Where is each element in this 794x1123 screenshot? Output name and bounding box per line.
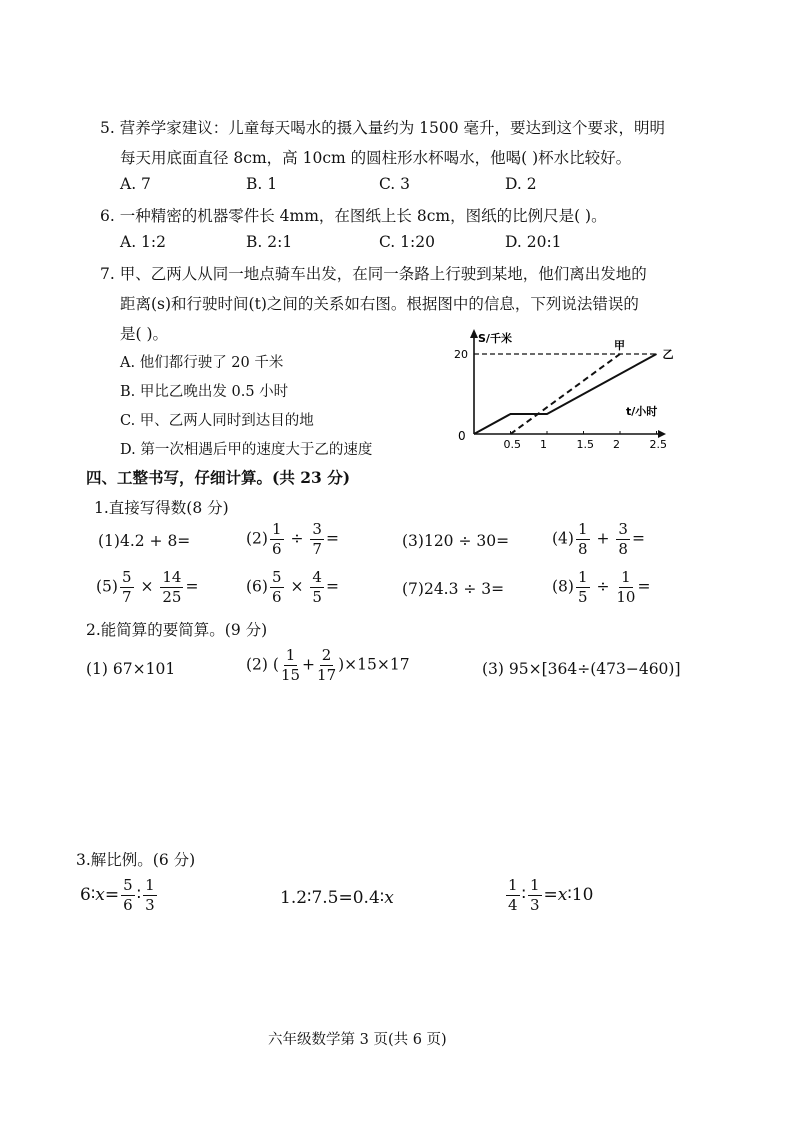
x-tick-label: 1.5 [576,438,594,451]
series-line-yi [474,354,657,434]
fraction: $\frac{1}{4}$ [508,876,518,914]
q6-option-a: A. 1:2 [120,233,166,251]
q7-option-d: D. 第一次相遇后甲的速度大于乙的速度 [120,442,373,458]
q5-line2: 每天用底面直径 8cm，高 10cm 的圆柱形水杯喝水，他喝( )杯水比较好。 [120,149,632,167]
q6-option-d: D. 20:1 [505,233,562,251]
origin-label: 0 [458,429,466,443]
fraction: $\frac{2}{17}$ [317,646,337,684]
fraction: $\frac{1}{10}$ [616,568,636,606]
calc-item-8: (8) $\frac{1}{5}$ ÷ $\frac{1}{10}$ = [552,568,651,606]
fraction: $\frac{4}{5}$ [312,568,322,606]
x-tick-label: 1 [540,438,547,451]
calc-item-5: (5) $\frac{5}{7}$ × $\frac{14}{25}$ = [96,568,199,606]
x-axis-label: t/小时 [626,405,658,418]
proportion-2: 1.2∶7.5=0.4∶x [280,888,394,908]
q7-line2: 距离(s)和行驶时间(t)之间的关系如右图。根据图中的信息，下列说法错误的 [120,295,639,313]
proportion-1: 6∶x= $\frac{5}{6}$ ∶ $\frac{1}{3}$ [80,876,155,914]
fraction: $\frac{1}{8}$ [577,520,588,558]
fraction: $\frac{1}{6}$ [271,520,282,558]
q7-line1: 7. 甲、乙两人从同一地点骑车出发，在同一条路上行驶到某地，他们离出发地的 [100,265,647,283]
y-tick-label: 20 [454,348,468,361]
calc-item-2: (2) $\frac{1}{6}$ ÷ $\frac{3}{7}$ = [246,520,339,558]
q6-option-b: B. 2:1 [246,233,293,251]
series-line-jia [511,354,621,434]
fraction: $\frac{1}{15}$ [280,646,301,684]
fraction: $\frac{14}{25}$ [162,568,182,606]
q5-option-d: D. 2 [505,175,537,193]
sub2-title: 2.能简算的要简算。(9 分) [86,621,268,639]
calc-item-4: (4) $\frac{1}{8}$ + $\frac{3}{8}$ = [552,520,645,558]
x-tick-label: 0.5 [503,438,521,451]
calc-item-7: (7)24.3 ÷ 3= [402,580,505,598]
simplify-item-2: (2) ( $\frac{1}{15}$ + $\frac{2}{17}$ )×15×17 [246,646,410,684]
sub1-title: 1.直接写得数(8 分) [94,499,229,517]
proportion-3: $\frac{1}{4}$ ∶ $\frac{1}{3}$ =x∶10 [508,876,594,914]
q6-line1: 6. 一种精密的机器零件长 4mm，在图纸上长 8cm，图纸的比例尺是( )。 [100,207,607,225]
fraction: $\frac{1}{3}$ [145,876,155,914]
q7-option-c: C. 甲、乙两人同时到达目的地 [120,413,314,429]
series-label-yi: 乙 [662,348,674,361]
fraction: $\frac{1}{3}$ [529,876,540,914]
q6-option-c: C. 1:20 [379,233,435,251]
q5-option-a: A. 7 [120,175,151,193]
q5-option-b: B. 1 [246,175,278,193]
series-label-jia: 甲 [614,339,625,352]
simplify-item-1: (1) 67×101 [86,660,176,678]
calc-item-1: (1)4.2 + 8= [98,532,191,550]
section4-title: 四、工整书写，仔细计算。(共 23 分) [86,468,351,487]
q7-option-a: A. 他们都行驶了 20 千米 [120,355,284,371]
fraction: $\frac{5}{6}$ [123,876,133,914]
q5-option-c: C. 3 [379,175,411,193]
y-axis-arrow [470,329,478,338]
fraction: $\frac{5}{7}$ [121,568,132,606]
fraction: $\frac{1}{5}$ [577,568,588,606]
x-tick-label: 2 [613,438,620,451]
calc-item-6: (6) $\frac{5}{6}$ × $\frac{4}{5}$ = [246,568,339,606]
sub3-title: 3.解比例。(6 分) [76,851,196,869]
simplify-item-3: (3) 95×[364÷(473−460)] [482,660,681,678]
distance-time-chart [440,322,674,452]
x-tick-label: 2.5 [649,438,667,451]
fraction: $\frac{3}{7}$ [312,520,322,558]
fraction: $\frac{5}{6}$ [271,568,282,606]
x-axis-arrow [658,430,666,438]
q7-line3: 是( )。 [120,325,169,343]
calc-item-3: (3)120 ÷ 30= [402,532,510,550]
page-footer: 六年级数学第 3 页(共 6 页) [268,1032,447,1048]
fraction: $\frac{3}{8}$ [618,520,628,558]
y-axis-label: S/千米 [478,332,512,345]
q7-option-b: B. 甲比乙晚出发 0.5 小时 [120,384,289,400]
q5-line1: 5. 营养学家建议：儿童每天喝水的摄入量约为 1500 毫升，要达到这个要求，明明 [100,119,666,137]
